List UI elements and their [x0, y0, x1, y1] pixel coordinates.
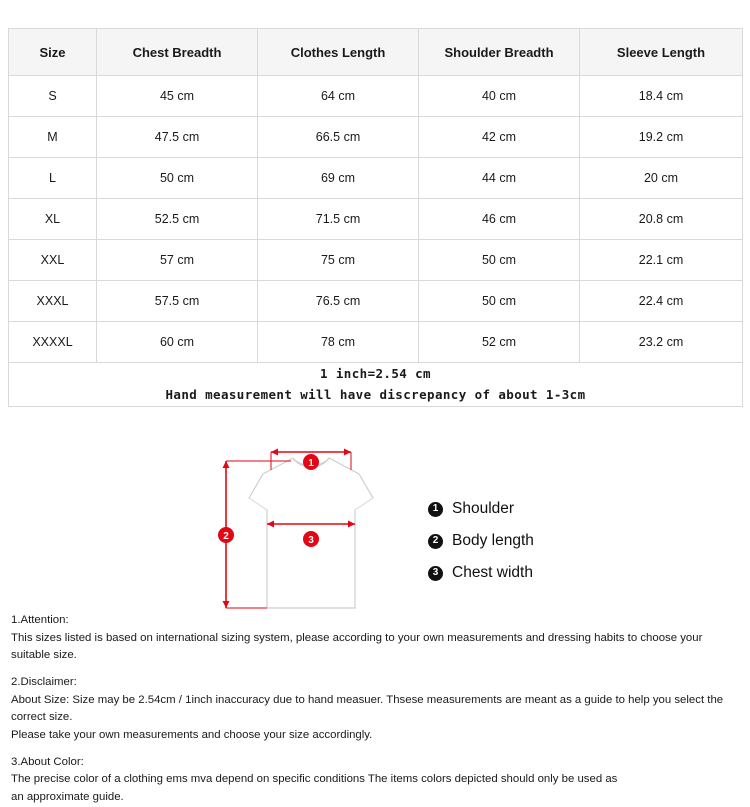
disclaimer-title: 2.Disclaimer: [11, 676, 77, 689]
cell-sleeve-length: 20.8 cm [580, 199, 743, 240]
legend-item-chest-width [428, 564, 648, 582]
cell-size: M [9, 117, 97, 158]
table-row [9, 322, 743, 363]
size-table-body [9, 76, 743, 407]
diagram-legend [428, 500, 648, 596]
cell-chest-breadth: 45 cm [97, 76, 258, 117]
cell-sleeve-length: 22.4 cm [580, 281, 743, 322]
table-row [9, 240, 743, 281]
shoulder-arrow-right [344, 449, 351, 456]
tshirt-illustration [205, 436, 425, 621]
cell-shoulder-breadth: 40 cm [419, 76, 580, 117]
attention-body: This sizes listed is based on international sizing system, please according to your own measurements and dressing habits to choose your suitable size. [11, 631, 703, 662]
body-length-arrow-top [223, 461, 230, 468]
diagram-marker-1-label: 1 [308, 458, 314, 469]
column-header-chest-breadth: Chest Breadth [97, 29, 258, 76]
shoulder-arrow-left [271, 449, 278, 456]
cell-chest-breadth: 47.5 cm [97, 117, 258, 158]
legend-label-shoulder: Shoulder [452, 500, 515, 517]
cell-size: L [9, 158, 97, 199]
cell-chest-breadth: 57 cm [97, 240, 258, 281]
table-note-row [9, 363, 743, 407]
tshirt-diagram [205, 436, 425, 621]
cell-clothes-length: 66.5 cm [258, 117, 419, 158]
legend-bullet-2-icon: 2 [428, 534, 443, 549]
body-length-arrow-bottom [223, 601, 230, 608]
cell-size: XL [9, 199, 97, 240]
column-header-size: Size [9, 29, 97, 76]
cell-shoulder-breadth: 50 cm [419, 281, 580, 322]
cell-sleeve-length: 23.2 cm [580, 322, 743, 363]
cell-clothes-length: 71.5 cm [258, 199, 419, 240]
diagram-marker-3-label: 3 [308, 535, 314, 546]
cell-clothes-length: 69 cm [258, 158, 419, 199]
column-header-sleeve-length: Sleeve Length [580, 29, 743, 76]
cell-sleeve-length: 20 cm [580, 158, 743, 199]
table-header-row [9, 29, 743, 76]
cell-clothes-length: 75 cm [258, 240, 419, 281]
legend-label-body-length: Body length [452, 532, 534, 549]
about-color-line2: an approximate guide. [11, 791, 124, 804]
column-header-clothes-length: Clothes Length [258, 29, 419, 76]
about-color-line1: The precise color of a clothing ems mva depend on specific conditions The items colors depicted should only be used as [11, 773, 618, 786]
legend-bullet-1-icon: 1 [428, 502, 443, 517]
cell-clothes-length: 64 cm [258, 76, 419, 117]
legend-item-body-length [428, 532, 648, 550]
cell-size: S [9, 76, 97, 117]
cell-clothes-length: 78 cm [258, 322, 419, 363]
cell-sleeve-length: 18.4 cm [580, 76, 743, 117]
cell-shoulder-breadth: 44 cm [419, 158, 580, 199]
legend-bullet-3-icon: 3 [428, 566, 443, 581]
cell-chest-breadth: 52.5 cm [97, 199, 258, 240]
footer-notes [11, 612, 741, 807]
legend-label-chest-width: Chest width [452, 564, 533, 581]
size-table-container [8, 28, 742, 407]
cell-chest-breadth: 57.5 cm [97, 281, 258, 322]
cell-shoulder-breadth: 46 cm [419, 199, 580, 240]
diagram-marker-2-label: 2 [223, 531, 229, 542]
cell-shoulder-breadth: 42 cm [419, 117, 580, 158]
cell-size: XXXL [9, 281, 97, 322]
table-row [9, 199, 743, 240]
cell-shoulder-breadth: 52 cm [419, 322, 580, 363]
size-table-header [9, 29, 743, 76]
column-header-shoulder-breadth: Shoulder Breadth [419, 29, 580, 76]
table-row [9, 281, 743, 322]
legend-item-shoulder [428, 500, 648, 518]
cell-size: XXL [9, 240, 97, 281]
hand-measurement-note: Hand measurement will have discrepancy of about 1-3cm [165, 387, 586, 403]
table-row [9, 76, 743, 117]
cell-sleeve-length: 19.2 cm [580, 117, 743, 158]
cell-shoulder-breadth: 50 cm [419, 240, 580, 281]
table-row [9, 158, 743, 199]
cell-chest-breadth: 60 cm [97, 322, 258, 363]
cell-clothes-length: 76.5 cm [258, 281, 419, 322]
inch-conversion-note: 1 inch=2.54 cm [320, 366, 431, 381]
size-table [8, 28, 743, 407]
disclaimer-body-line2: Please take your own measurements and choose your size accordingly. [11, 729, 373, 742]
about-color-title: 3.About Color: [11, 755, 84, 768]
cell-sleeve-length: 22.1 cm [580, 240, 743, 281]
measurement-note [9, 363, 743, 407]
disclaimer-body-line1: About Size: Size may be 2.54cm / 1inch inaccuracy due to hand measuer. Thsese measurements are meant as a guide to help you select the correct size. [11, 693, 724, 724]
cell-size: XXXXL [9, 322, 97, 363]
cell-chest-breadth: 50 cm [97, 158, 258, 199]
table-row [9, 117, 743, 158]
attention-title: 1.Attention: [11, 614, 69, 626]
